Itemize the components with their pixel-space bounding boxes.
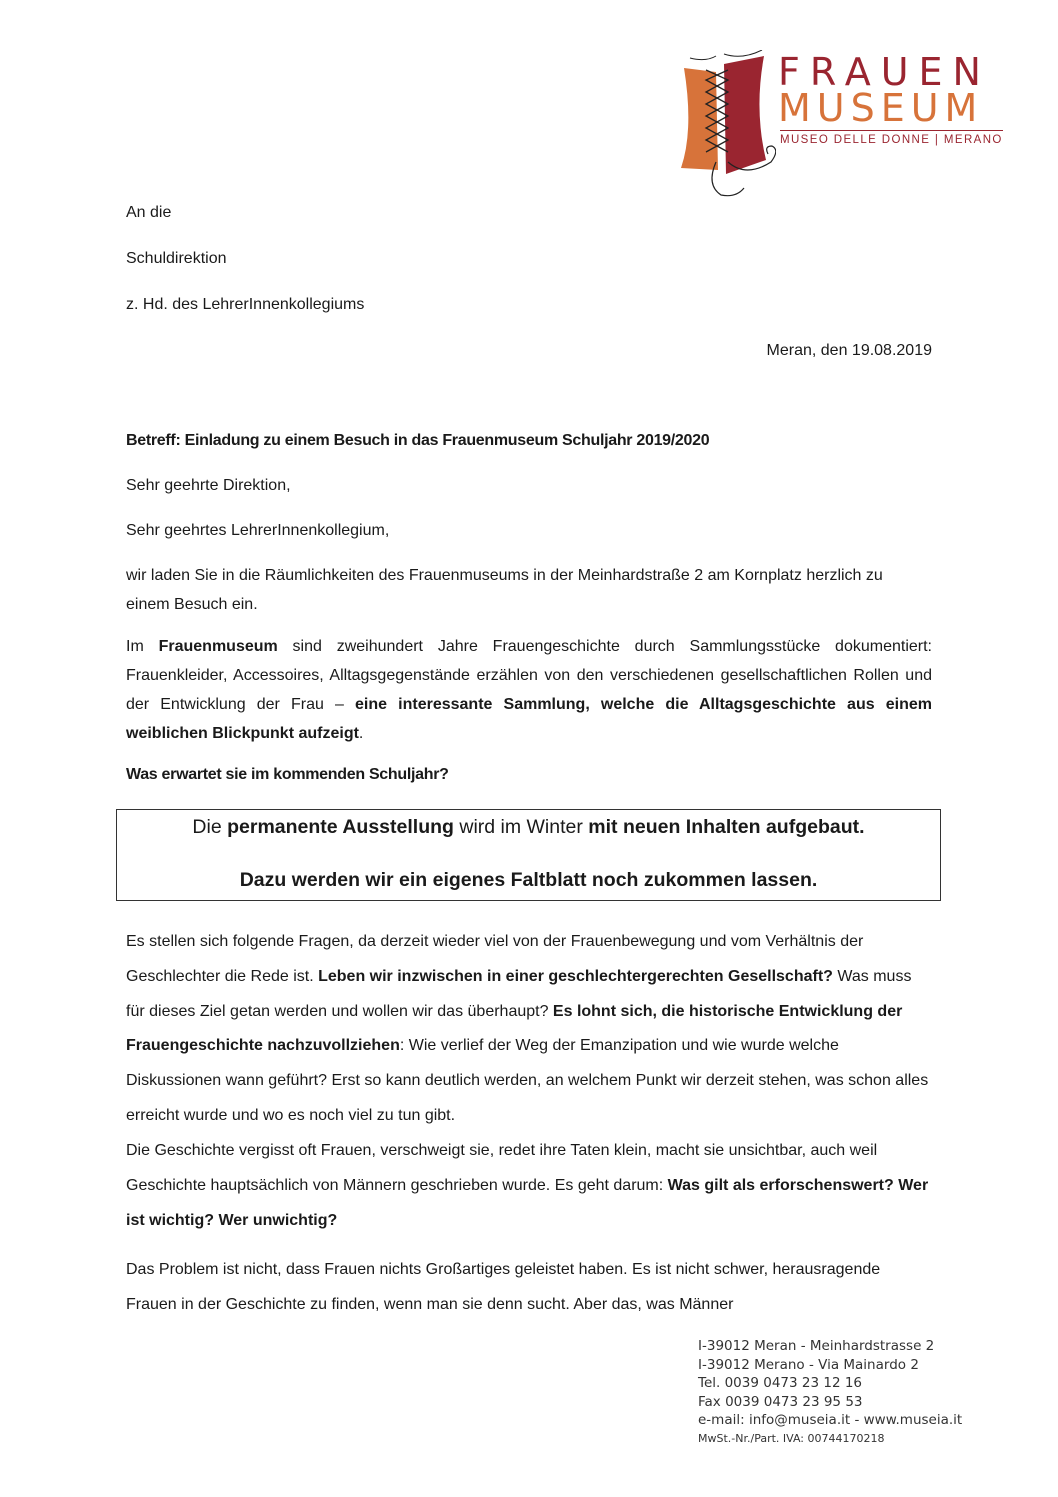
question-line bbox=[126, 764, 449, 786]
logo-text-frauen: FRAUEN bbox=[778, 50, 991, 94]
p3-text-e: : Wie verlief der Weg der Emanzipation und wie wurde welche Diskussionen wann geführt? Erst so kann deutlich werden, an welchem Punkt wir derzeit stehen, was schon alles erreicht wurde und wo es noch viel zu tun gibt. bbox=[126, 1037, 929, 1124]
footer-address-de: I-39012 Meran - Meinhardstrasse 2 bbox=[698, 1338, 935, 1354]
p2-text-a: Im bbox=[126, 638, 159, 655]
exhibition-notice-box bbox=[116, 809, 941, 901]
museum-logo bbox=[676, 50, 1006, 200]
contact-footer bbox=[698, 1337, 962, 1448]
letter-date: Meran, den 19.08.2019 bbox=[766, 342, 932, 359]
questions-paragraph bbox=[126, 925, 932, 1134]
p2-text-c: sind zweihundert Jahre Frauengeschichte durch Sammlungsstücke dokumentiert: Frauenkleider, Accessoires, Alltagsgegenstände erzählen von den verschiedenen gesellschaftlichen Rollen und der Entwicklung der Frau – bbox=[126, 638, 932, 713]
problem-paragraph: Das Problem ist nicht, dass Frauen nichts Großartiges geleistet haben. Es ist nicht schwer, herausragende Frauen in der Geschichte zu finden, wenn man sie denn sucht. Aber das, was Männer bbox=[126, 1261, 881, 1313]
corset-logo-icon bbox=[676, 50, 776, 200]
notice-line-1 bbox=[117, 816, 940, 839]
notice-bold-exhibition: permanente Ausstellung bbox=[227, 816, 454, 838]
address-line-2: Schuldirektion bbox=[126, 250, 227, 267]
footer-fax: Fax 0039 0473 23 95 53 bbox=[698, 1393, 863, 1410]
intro-paragraph: wir laden Sie in die Räumlichkeiten des Frauenmuseums in der Meinhardstraße 2 am Kornplatz herzlich zu einem Besuch ein. bbox=[126, 567, 883, 613]
question-text: Was erwartet sie im kommenden Schuljahr? bbox=[126, 766, 449, 783]
logo-subtitle: MUSEO DELLE DONNE | MERANO bbox=[780, 130, 1003, 146]
history-paragraph bbox=[126, 1134, 932, 1238]
address-line-1: An die bbox=[126, 204, 172, 221]
p3-text-a: Es stellen sich folgende Fragen, da derzeit wieder viel von der Frauenbewegung und vom Verhältnis der Geschlechter die Rede ist. bbox=[126, 933, 864, 985]
p3-bold-history: Es lohnt sich, die historische Entwicklung der Frauengeschichte nachzuvollziehen bbox=[126, 1002, 903, 1055]
p2-bold-museum: Frauenmuseum bbox=[158, 638, 278, 655]
logo-text-museum: MUSEUM bbox=[778, 86, 984, 130]
subject-text: Betreff: Einladung zu einem Besuch in das Frauenmuseum Schuljahr 2019/2020 bbox=[126, 432, 710, 449]
address-line-3: z. Hd. des LehrerInnenkollegiums bbox=[126, 296, 365, 313]
notice-text-c: wird im Winter bbox=[453, 816, 589, 838]
salutation-direction: Sehr geehrte Direktion, bbox=[126, 477, 291, 494]
p2-text-e: . bbox=[358, 725, 364, 742]
footer-email-web: e-mail: info@museia.it - www.museia.it bbox=[698, 1412, 963, 1428]
footer-address-it: I-39012 Merano - Via Mainardo 2 bbox=[698, 1356, 919, 1373]
salutation-teachers: Sehr geehrtes LehrerInnenkollegium, bbox=[126, 522, 390, 539]
footer-phone: Tel. 0039 0473 23 12 16 bbox=[698, 1375, 863, 1391]
collection-paragraph bbox=[126, 632, 932, 748]
footer-vat: MwSt.-Nr./Part. IVA: 00744170218 bbox=[698, 1431, 885, 1445]
notice-text-a: Die bbox=[192, 816, 228, 838]
p3-text-c: Was muss für dieses Ziel getan werden und wollen wir das überhaupt? bbox=[126, 967, 912, 1020]
notice-bold-content: mit neuen Inhalten aufgebaut. bbox=[588, 816, 865, 838]
p4-text-a: Die Geschichte vergisst oft Frauen, verschweigt sie, redet ihre Taten klein, macht sie unsichtbar, auch weil Geschichte hauptsächlich von Männern geschrieben wurde. Es geht darum: bbox=[126, 1142, 878, 1194]
p3-bold-question: Leben wir inzwischen in einer geschlechtergerechten Gesellschaft? bbox=[318, 967, 833, 985]
p2-bold-collection: eine interessante Sammlung, welche die Alltagsgeschichte aus einem weiblichen Blickpunkt aufzeigt bbox=[126, 696, 932, 742]
p4-bold-questions: Was gilt als erforschenswert? Wer ist wichtig? Wer unwichtig? bbox=[126, 1176, 929, 1229]
subject-line bbox=[126, 430, 709, 452]
notice-line-2: Dazu werden wir ein eigenes Faltblatt noch zukommen lassen. bbox=[239, 869, 818, 891]
